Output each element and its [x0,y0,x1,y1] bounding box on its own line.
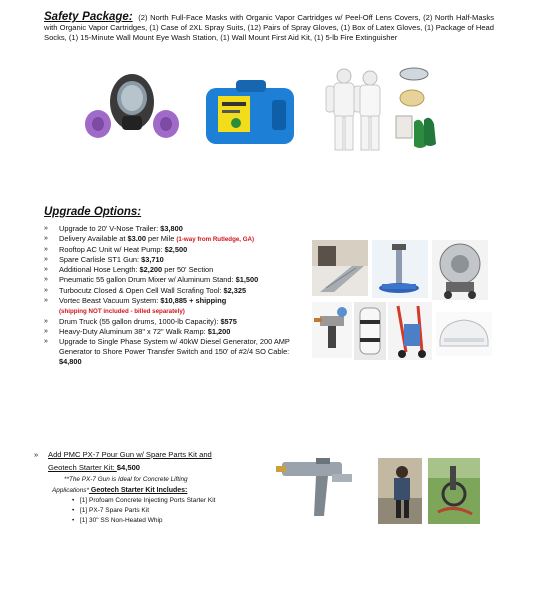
pmc-px7-section: » Add PMC PX-7 Pour Gun w/ Spare Parts Kit and Geotech Starter Kit: $4,500 **The PX-7 Gun is Ideal for Concrete Lifting Applications* Geotech Starter Kit Includes: • [1] Profoam Concrete Injecting Ports Starter Kit • [1] PX-7 Spare Parts Kit • [1] 30" SS Non-Heated Whip [34,448,244,526]
px7-note-1: **The PX-7 Gun is Ideal for Concrete Lifting [64,476,188,483]
px7-pour-gun-image [276,450,362,522]
list-item: » Additional Hose Length: $2,200 per 50' Section [44,265,214,275]
list-item: » Delivery Available at $3.00 per Mile (1-way from Rutledge, GA) [44,234,255,244]
pmc-line-2: Geotech Starter Kit: [48,463,117,472]
list-item: » Upgrade to 20' V-Nose Trailer: $3,800 [44,224,183,233]
list-item: » Pneumatic 55 gallon Drum Mixer w/ Aluminum Stand: $1,500 [44,275,259,285]
list-item: • [1] 30" SS Non-Heated Whip [72,517,163,524]
drum-truck-image [388,302,432,360]
list-item: » Upgrade to Single Phase System w/ 40kW Diesel Generator, 200 AMP Generator to Shore Power Transfer Switch and 150' of #2/4 SO Cable: $4,800 [44,337,290,367]
delivery-note: (1-way from Rutledge, GA) [176,236,255,244]
list-item: » Drum Truck (55 gallon drums, 1000-lb Capacity): $575 [44,316,237,326]
px7-note-2: Applications* [52,487,89,494]
safety-package-section [44,12,494,44]
list-item: » Vortec Beast Vacuum System: $10,885 + shipping (shipping NOT included - billed separately) [44,295,227,315]
eye-wash-station-image [200,78,300,148]
list-item: » Turbocutz Closed & Open Cell Wall Scrafing Tool: $2,325 [44,285,247,295]
pmc-line-1: Add PMC PX-7 Pour Gun w/ Spare Parts Kit and [48,450,212,459]
drilling-worker-image [378,458,422,524]
trailer-ramp-image [312,240,368,296]
full-face-mask-image [84,68,180,144]
upgrade-options-heading: Upgrade Options: [44,206,142,218]
safety-package-text: (2) North Full-Face Masks with Organic Vapor Cartridges w/ Peel-Off Lens Covers, (2) North Half-Masks with Organic Vapor Cartridges, (1) Case of 2XL Spray Suits, (12) Pairs of Spray Gloves, (1) Box of Latex Gloves, (1) Package of Head Socks, (1) 15-Minute Wall Mount Eye Wash Station, (1) Wall Mount First Aid Kit, (1) 5-lb Fire Extinguisher [44,13,494,43]
rooftop-ac-image [436,312,492,356]
safety-package-heading: Safety Package: [44,11,133,23]
list-item: » Heavy-Duty Aluminum 38" x 72" Walk Ramp: $1,200 [44,326,231,336]
spray-suits-gloves-image [322,64,442,154]
drum-mixer-image [372,240,428,298]
list-item: » Spare Carlisle ST1 Gun: $3,710 [44,255,164,265]
list-item: » Rooftop AC Unit w/ Heat Pump: $2,500 [44,245,188,255]
upgrade-options-list [44,224,306,367]
geotech-kit-list [34,496,244,526]
list-item: • [1] Profoam Concrete Injecting Ports Starter Kit [72,497,216,504]
concrete-lifting-image [428,458,480,524]
vacuum-system-image [432,240,488,300]
shipping-note: (shipping NOT included - billed separately) [59,307,185,315]
hose-roll-image [354,302,386,360]
spray-gun-image [312,302,352,358]
list-item: • [1] PX-7 Spare Parts Kit [72,507,150,514]
pmc-price: $4,500 [116,463,141,472]
geotech-heading: Geotech Starter Kit Includes: [88,487,188,494]
